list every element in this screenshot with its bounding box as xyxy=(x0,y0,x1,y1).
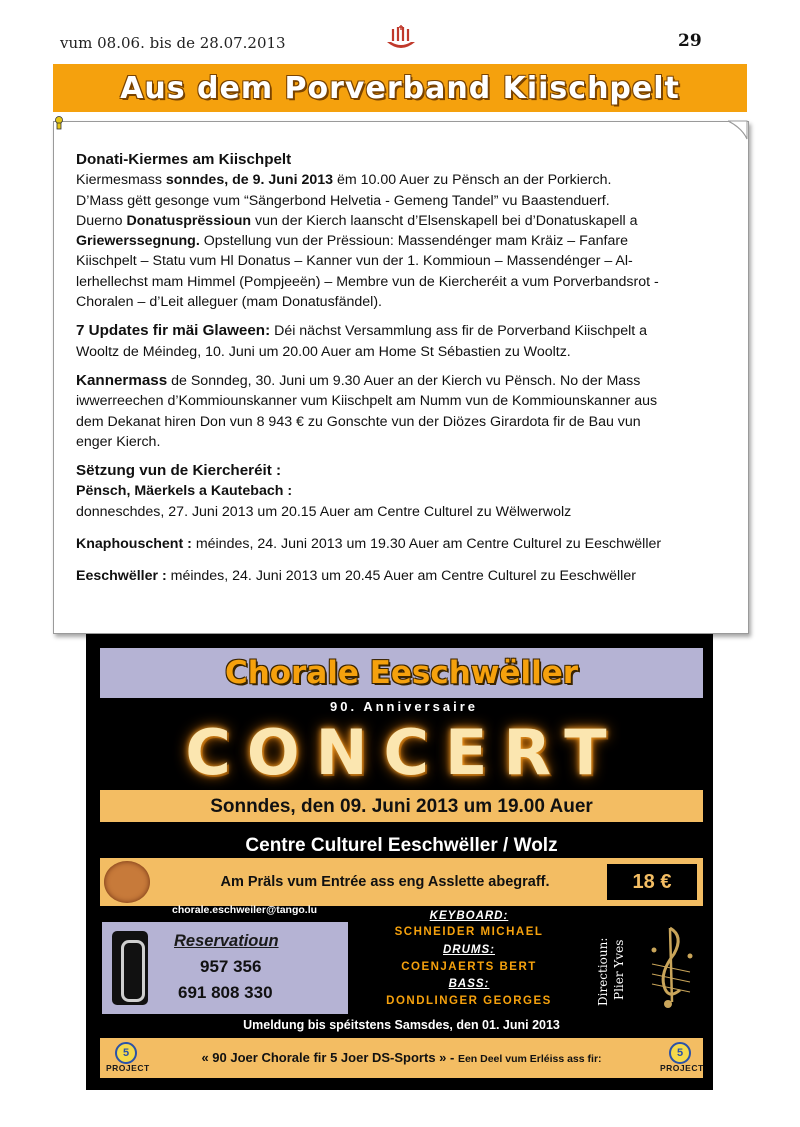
five-project-badge-icon: 5 PROJECT xyxy=(660,1042,698,1072)
poster-venue: Centre Culturel Eeschwëller / Wolz xyxy=(245,835,558,856)
crew-name-bass: DONDLINGER GEORGES xyxy=(386,995,552,1007)
church-boat-logo-icon xyxy=(384,24,418,54)
poster-anniversary: 90. Anniversaire xyxy=(330,699,478,714)
section-heading-setzung: Sëtzung vun de Kiercheréit : xyxy=(76,462,282,480)
poster-date: Sonndes, den 09. Juni 2013 um 19.00 Auer xyxy=(210,796,593,817)
poster-price-text: Am Präls vum Entrée ass eng Asslette abegraff. xyxy=(220,874,550,890)
poster-choral-name: Chorale Eeschwëller xyxy=(224,655,579,691)
page-curl-icon xyxy=(728,120,748,140)
telephone-icon xyxy=(112,931,148,1005)
text-line: Wooltz de Méindeg, 10. Juni um 20.00 Auer am Home St Sébastien zu Wooltz. xyxy=(76,343,571,360)
poster-direction xyxy=(587,928,637,1008)
text-line: iwwerreechen d’Kommiounskanner vum Kiischpelt am Numm vun de Kommiounskanner aus xyxy=(76,393,658,410)
page-title: Aus dem Porverband Kiischpelt xyxy=(120,71,680,106)
poster-concert-title: CONCERT xyxy=(185,716,623,789)
five-project-badge-icon: 5 PROJECT xyxy=(106,1042,144,1072)
section-updates: 7 Updates fir mäi Glaween: Déi nächst Versammlung ass fir de Porverband Kiischpelt a xyxy=(76,322,648,340)
text-line: donneschdes, 27. Juni 2013 um 20.15 Auer am Centre Culturel zu Wëlwerwolz xyxy=(76,503,572,520)
food-plate-icon xyxy=(104,861,150,903)
section-heading-donati: Donati-Kiermes am Kiischpelt xyxy=(76,151,292,168)
poster-bottom-text: « 90 Joer Chorale fir 5 Joer DS-Sports » - Een Deel vum Erléiss ass fir: xyxy=(201,1050,602,1065)
poster-price: 18 € xyxy=(632,871,672,893)
text-line: Knaphouschent : méindes, 24. Juni 2013 um 19.30 Auer am Centre Culturel zu Eeschwëller xyxy=(76,536,662,553)
crew-name-drums: COENJAERTS BERT xyxy=(401,961,537,973)
text-line: Choralen – d’Leit alleguer (mam Donatusfändel). xyxy=(76,294,382,311)
text-line: lerhellechst mam Himmel (Pompjeeën) – Membre vun de Kiercheréit a vum Porverbandsrot - xyxy=(76,273,659,290)
crew-heading-keyboard: KEYBOARD: xyxy=(429,910,509,922)
text-line: Griewerssegnung. Opstellung vun der Prëssioun: Massendénger mam Kräiz – Fanfare xyxy=(76,233,628,250)
section-heading-kannermass: Kannermass xyxy=(76,371,168,389)
phone-number: 957 356 xyxy=(200,957,262,976)
direction-name: Plier Yves xyxy=(612,939,626,1000)
phone-number: 691 808 330 xyxy=(178,983,273,1002)
header-date-range: vum 08.06. bis de 28.07.2013 xyxy=(60,34,286,52)
reservation-label: Reservatioun xyxy=(174,932,279,950)
poster-email: chorale.eschweiler@tango.lu xyxy=(172,904,318,916)
music-note-icon xyxy=(640,920,702,1010)
text-line: D’Mass gëtt gesonge vum “Sängerbond Helvetia - Gemeng Tandel” vu Baastenduerf. xyxy=(76,192,610,209)
crew-heading-drums: DRUMS: xyxy=(443,944,495,956)
crew-name-keyboard: SCHNEIDER MICHAEL xyxy=(394,926,544,938)
subheading-pensch: Pënsch, Mäerkels a Kautebach : xyxy=(76,483,293,500)
text-line: Kiischpelt – Statu vum Hl Donatus – Kanner vun der 1. Kommioun – Massendénger – Al- xyxy=(76,253,633,270)
page-number: 29 xyxy=(678,31,702,51)
article-body xyxy=(76,150,726,587)
text-line: enger Kierch. xyxy=(76,433,161,450)
pushpin-icon xyxy=(54,116,64,133)
text-line: Kiermesmass sonndes, de 9. Juni 2013 ëm 10.00 Auer zu Pënsch an der Porkierch. xyxy=(76,172,612,189)
section-heading-updates: 7 Updates fir mäi Glaween: xyxy=(76,322,271,340)
direction-label: Directioun: xyxy=(596,937,610,1006)
poster-deadline: Umeldung bis spéitstens Samsdes, den 01. Juni 2013 xyxy=(243,1018,560,1032)
text-line: dem Dekanat hiren Don vun 8 943 € zu Gonschte vun der Diözes Girardota fir de Bau vun xyxy=(76,413,641,430)
section-kannermass: Kannermass de Sonndeg, 30. Juni um 9.30 Auer an der Kierch vu Pënsch. No der Mass xyxy=(76,371,641,389)
crew-heading-bass: BASS: xyxy=(448,978,490,990)
text-line: Eeschwëller : méindes, 24. Juni 2013 um 20.45 Auer am Centre Culturel zu Eeschwëller xyxy=(76,568,636,585)
text-line: Duerno Donatusprëssioun vun der Kierch laanscht d’Elsenskapell bei d’Donatuskapell a xyxy=(76,212,638,229)
